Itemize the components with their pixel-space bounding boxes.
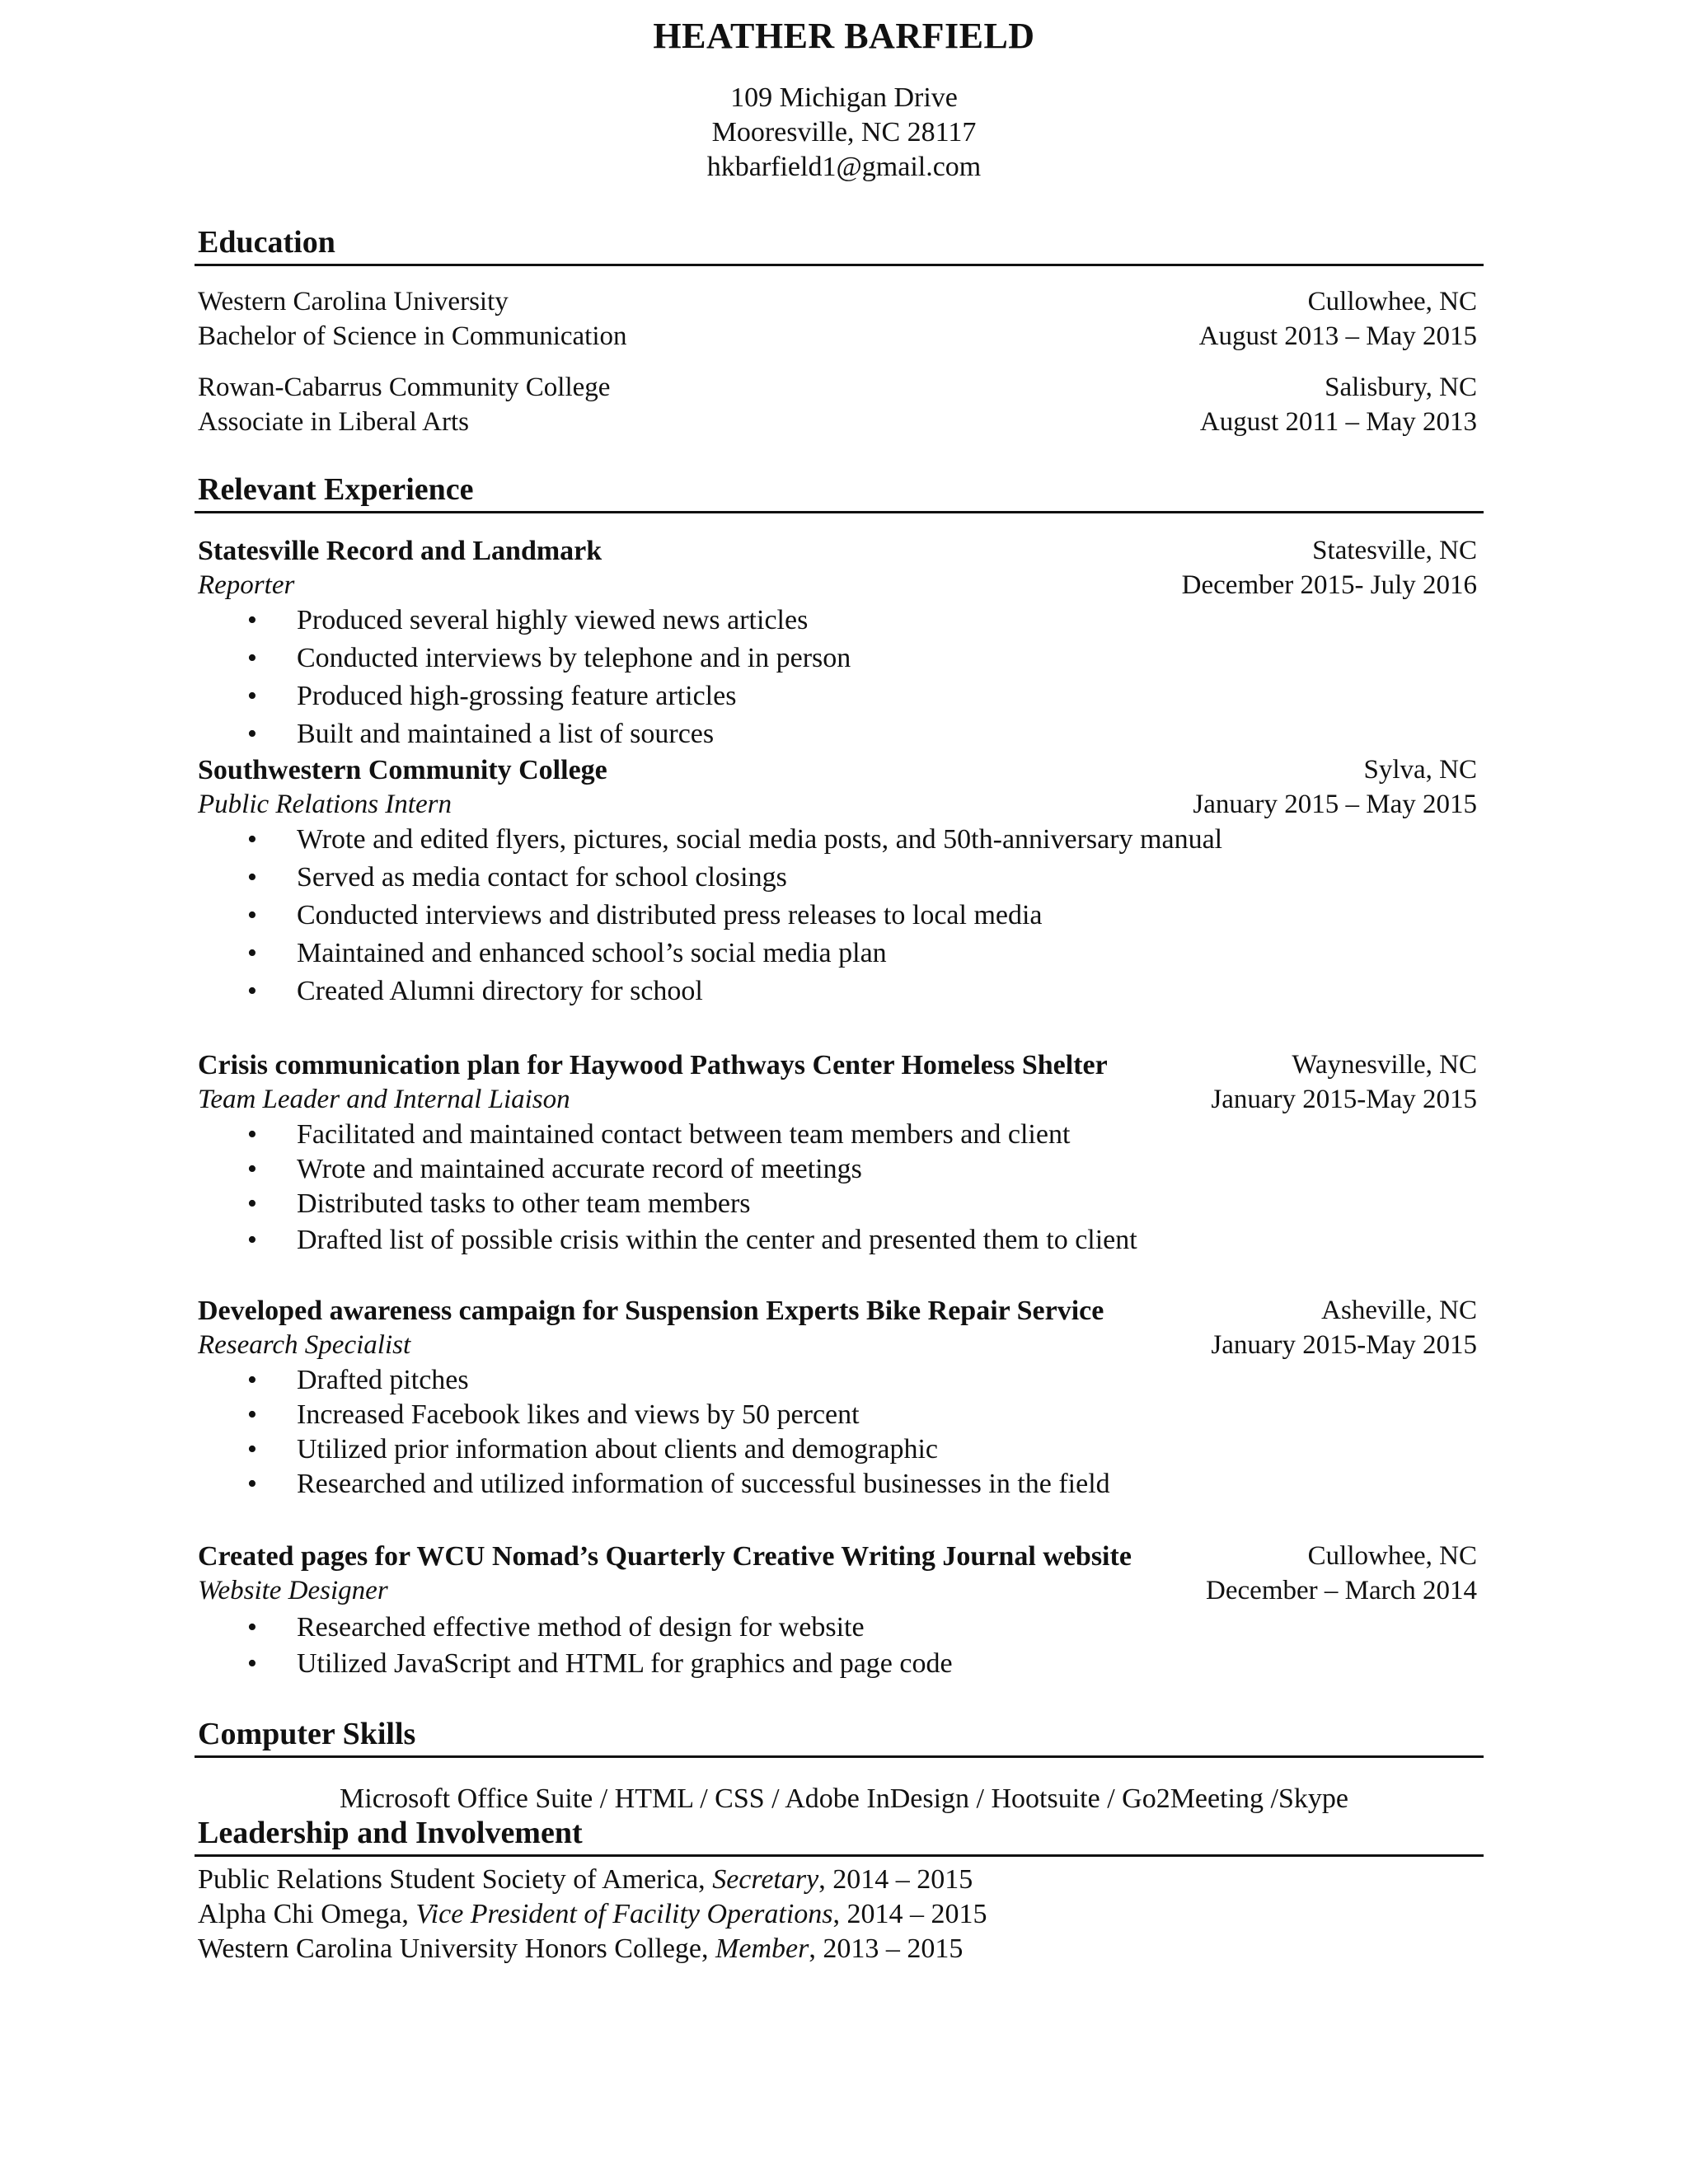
contact-block: [0, 81, 1688, 185]
job-2-role-line: [198, 790, 1477, 824]
job-location: Waynesville, NC: [1292, 1050, 1477, 1080]
section-divider: [195, 1755, 1484, 1758]
leadership-item: [198, 1933, 963, 1965]
section-divider: [195, 1854, 1484, 1857]
leadership-dates: , 2014 – 2015: [818, 1864, 973, 1895]
job-role: Reporter: [198, 570, 295, 600]
job-org: Statesville Record and Landmark: [198, 536, 603, 566]
job-5-role-line: [198, 1576, 1477, 1610]
address-line-2: Mooresville, NC 28117: [711, 117, 977, 148]
education-entry-1-line2: [198, 321, 1477, 356]
list-item: • Distributed tasks to other team members: [247, 1188, 751, 1219]
leadership-dates: , 2014 – 2015: [832, 1899, 987, 1929]
job-location: Cullowhee, NC: [1307, 1541, 1477, 1571]
job-location: Sylva, NC: [1363, 755, 1477, 785]
job-org: Developed awareness campaign for Suspension Experts Bike Repair Service: [198, 1296, 1104, 1326]
school-name: Rowan-Cabarrus Community College: [198, 373, 611, 402]
school-location: Cullowhee, NC: [1307, 287, 1477, 316]
leadership-role: Member: [715, 1933, 809, 1964]
list-item: • Wrote and maintained accurate record of meetings: [247, 1154, 862, 1184]
job-location: Asheville, NC: [1321, 1296, 1477, 1325]
job-2-header: [198, 755, 1477, 790]
school-location: Salisbury, NC: [1325, 373, 1477, 402]
list-item: • Conducted interviews by telephone and in person: [247, 643, 851, 673]
list-item: • Researched and utilized information of successful businesses in the field: [247, 1469, 1110, 1499]
job-5-header: [198, 1541, 1477, 1576]
education-entry-2-line2: [198, 407, 1477, 442]
job-1-role-line: [198, 570, 1477, 605]
job-dates: January 2015-May 2015: [1211, 1085, 1477, 1114]
leadership-role: Secretary: [712, 1864, 819, 1895]
list-item: • Maintained and enhanced school’s social media plan: [247, 938, 887, 968]
degree-dates: August 2011 – May 2013: [1199, 407, 1477, 437]
applicant-name: HEATHER BARFIELD: [653, 16, 1035, 56]
degree: Bachelor of Science in Communication: [198, 321, 627, 351]
leadership-dates: , 2013 – 2015: [809, 1933, 964, 1964]
leadership-org: Public Relations Student Society of America,: [198, 1864, 713, 1895]
leadership-org: Western Carolina University Honors College,: [198, 1933, 716, 1964]
address-line-1: 109 Michigan Drive: [730, 82, 958, 113]
skills-list: Microsoft Office Suite / HTML / CSS / Adobe InDesign / Hootsuite / Go2Meeting /Skype: [340, 1783, 1348, 1814]
job-org: Created pages for WCU Nomad’s Quarterly Creative Writing Journal website: [198, 1541, 1132, 1572]
job-1-header: [198, 536, 1477, 570]
section-divider: [195, 511, 1484, 513]
section-divider: [195, 264, 1484, 266]
education-entry-1-line1: [198, 287, 1477, 321]
section-title-experience: Relevant Experience: [198, 472, 474, 507]
job-dates: December 2015- July 2016: [1181, 570, 1477, 600]
job-role: Website Designer: [198, 1576, 388, 1605]
leadership-org: Alpha Chi Omega,: [198, 1899, 416, 1929]
list-item: • Researched effective method of design for website: [247, 1612, 865, 1643]
job-role: Research Specialist: [198, 1330, 411, 1360]
job-4-role-line: [198, 1330, 1477, 1365]
email: hkbarfield1@gmail.com: [706, 152, 982, 182]
list-item: • Served as media contact for school closings: [247, 862, 787, 893]
list-item: • Conducted interviews and distributed press releases to local media: [247, 900, 1043, 930]
section-title-leadership: Leadership and Involvement: [198, 1816, 583, 1850]
list-item: • Produced several highly viewed news articles: [247, 605, 809, 635]
job-3-header: [198, 1050, 1477, 1085]
job-dates: December – March 2014: [1206, 1576, 1477, 1605]
job-location: Statesville, NC: [1312, 536, 1477, 565]
list-item: • Increased Facebook likes and views by 50 percent: [247, 1399, 860, 1430]
list-item: • Facilitated and maintained contact between team members and client: [247, 1119, 1071, 1150]
section-title-computer-skills: Computer Skills: [198, 1717, 416, 1751]
leadership-role: Vice President of Facility Operations: [415, 1899, 833, 1929]
job-org: Crisis communication plan for Haywood Pathways Center Homeless Shelter: [198, 1050, 1108, 1080]
degree: Associate in Liberal Arts: [198, 407, 470, 437]
list-item: • Built and maintained a list of sources: [247, 719, 715, 749]
education-entry-2-line1: [198, 373, 1477, 407]
job-dates: January 2015-May 2015: [1211, 1330, 1477, 1360]
list-item: • Utilized JavaScript and HTML for graphics and page code: [247, 1648, 953, 1679]
list-item: • Produced high-grossing feature articles: [247, 681, 737, 711]
job-4-header: [198, 1296, 1477, 1330]
list-item: • Utilized prior information about clients and demographic: [247, 1434, 938, 1465]
job-role: Team Leader and Internal Liaison: [198, 1085, 570, 1114]
job-org: Southwestern Community College: [198, 755, 607, 785]
leadership-item: [198, 1864, 973, 1896]
list-item: • Drafted pitches: [247, 1365, 469, 1395]
leadership-item: [198, 1899, 987, 1930]
job-3-role-line: [198, 1085, 1477, 1119]
list-item: • Created Alumni directory for school: [247, 976, 703, 1006]
school-name: Western Carolina University: [198, 287, 509, 316]
job-dates: January 2015 – May 2015: [1193, 790, 1477, 819]
section-title-education: Education: [198, 225, 335, 260]
job-role: Public Relations Intern: [198, 790, 452, 819]
degree-dates: August 2013 – May 2015: [1198, 321, 1477, 351]
list-item: • Drafted list of possible crisis within the center and presented them to client: [247, 1225, 1137, 1255]
list-item: • Wrote and edited flyers, pictures, social media posts, and 50th-anniversary manual: [247, 824, 1223, 855]
